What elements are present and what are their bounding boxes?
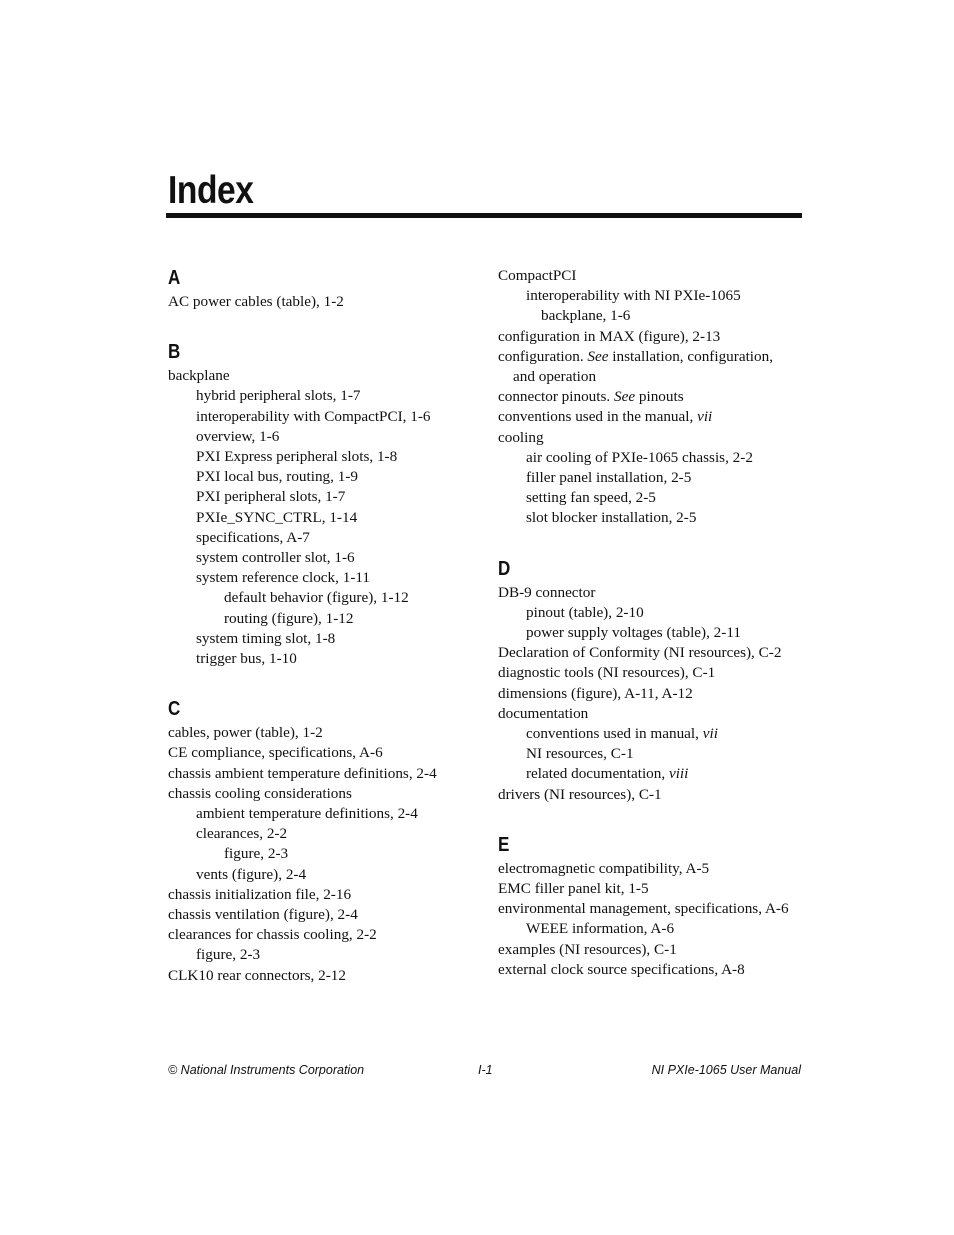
index-entry	[168, 568, 478, 588]
index-entry	[168, 366, 478, 386]
index-entry	[168, 945, 478, 965]
section-gap	[498, 805, 818, 833]
index-entry-text: viii	[668, 765, 689, 783]
index-entry	[168, 609, 478, 629]
index-entry-text: specifications, A-7	[196, 528, 310, 546]
index-entry-text: pinout (table), 2-10	[526, 603, 644, 621]
index-entry	[168, 407, 478, 427]
index-entry-text: PXIe_SYNC_CTRL, 1-14	[196, 508, 358, 526]
title-rule	[166, 213, 802, 218]
index-entry-text: chassis ambient temperature definitions, 2-4	[168, 764, 437, 782]
index-entry-text: chassis cooling considerations	[168, 784, 352, 802]
index-entry-text: See	[587, 347, 609, 365]
index-entry	[168, 743, 478, 763]
index-entry-text: conventions used in manual,	[526, 725, 703, 743]
index-entry	[498, 306, 818, 326]
index-entry-text: connector pinouts.	[498, 388, 614, 406]
index-entry	[498, 785, 818, 805]
index-entry	[168, 467, 478, 487]
index-entry	[498, 508, 818, 528]
index-entry-text: chassis initialization file, 2-16	[168, 885, 352, 903]
index-entry-text: See	[614, 388, 636, 406]
index-entry-text: AC power cables (table), 1-2	[168, 293, 344, 310]
index-entry-text: clearances for chassis cooling, 2-2	[168, 926, 377, 944]
index-entry-text: related documentation,	[526, 765, 669, 783]
index-entry-text: configuration in MAX (figure), 2-13	[498, 327, 721, 345]
index-entry-text: DB-9 connector	[498, 583, 596, 601]
section-letter: A	[168, 267, 181, 289]
index-entry-text: PXI Express peripheral slots, 1-8	[196, 448, 398, 466]
index-entry	[168, 804, 478, 824]
index-entry-text: NI resources, C-1	[526, 745, 634, 763]
index-entry	[168, 784, 478, 804]
index-entry-text: CompactPCI	[498, 267, 577, 284]
index-entry	[498, 940, 818, 960]
index-entry-text: interoperability with NI PXIe-1065	[526, 287, 741, 305]
index-entry-text: system timing slot, 1-8	[196, 629, 336, 647]
index-entry-text: trigger bus, 1-10	[196, 650, 297, 668]
index-entry	[498, 663, 818, 683]
index-entry-text: EMC filler panel kit, 1-5	[498, 880, 649, 898]
index-entry	[168, 905, 478, 925]
index-entry-text: system reference clock, 1-11	[196, 569, 371, 587]
index-entry	[498, 468, 818, 488]
section-letter: C	[168, 698, 181, 721]
index-entry	[498, 367, 818, 387]
index-entry	[168, 292, 478, 312]
index-entry-text: dimensions (figure), A-11, A-12	[498, 684, 693, 702]
section-gap	[168, 312, 478, 340]
index-entry	[498, 387, 818, 407]
section-letter: E	[498, 833, 510, 856]
index-column-right	[498, 266, 818, 980]
index-entry	[168, 649, 478, 669]
index-entry	[498, 347, 818, 367]
index-entry-text: installation, configuration,	[608, 347, 773, 365]
index-entry	[168, 865, 478, 885]
index-entry	[498, 266, 818, 286]
index-entry	[168, 588, 478, 608]
section-gap	[168, 669, 478, 697]
section-gap	[498, 529, 818, 557]
index-entry	[498, 899, 818, 919]
index-entry	[498, 744, 818, 764]
index-entry	[498, 859, 818, 879]
index-entry-text: power supply voltages (table), 2-11	[526, 624, 741, 642]
index-entry	[168, 723, 478, 743]
index-entry-text: Declaration of Conformity (NI resources), C-2	[498, 644, 782, 662]
index-entry	[168, 925, 478, 945]
index-entry-text: electromagnetic compatibility, A-5	[498, 859, 710, 877]
section-letter: D	[498, 557, 511, 580]
index-entry	[498, 879, 818, 899]
index-entry-text: default behavior (figure), 1-12	[224, 589, 409, 607]
index-entry-text: WEEE information, A-6	[526, 920, 675, 938]
index-entry-text: filler panel installation, 2-5	[526, 469, 692, 487]
index-entry	[498, 919, 818, 939]
index-entry-text: CLK10 rear connectors, 2-12	[168, 966, 346, 984]
index-entry-text: backplane	[168, 367, 230, 385]
index-entry	[168, 844, 478, 864]
index-entry	[498, 407, 818, 427]
index-entry-text: routing (figure), 1-12	[224, 609, 354, 627]
index-entry	[168, 427, 478, 447]
index-entry-text: vii	[697, 408, 713, 426]
footer-page-number: I-1	[478, 1063, 493, 1077]
index-entry-text: slot blocker installation, 2-5	[526, 509, 697, 527]
index-entry	[498, 583, 818, 603]
index-entry-text: documentation	[498, 704, 589, 722]
footer-copyright: © National Instruments Corporation	[168, 1063, 365, 1077]
index-entry	[498, 643, 818, 663]
index-entry-text: conventions used in the manual,	[498, 408, 698, 426]
index-entry	[168, 885, 478, 905]
index-entry-text: interoperability with CompactPCI, 1-6	[196, 407, 431, 425]
index-entry-text: environmental management, specifications, A-6	[498, 900, 789, 918]
index-entry	[498, 428, 818, 448]
index-entry-text: and operation	[513, 368, 597, 386]
index-entry-text: vents (figure), 2-4	[196, 865, 307, 883]
index-entry-text: CE compliance, specifications, A-6	[168, 744, 383, 762]
index-entry-text: backplane, 1-6	[541, 307, 631, 325]
index-entry-text: ambient temperature definitions, 2-4	[196, 805, 418, 823]
index-entry	[168, 508, 478, 528]
index-entry	[498, 764, 818, 784]
index-entry-text: configuration.	[498, 347, 588, 365]
index-entry-text: PXI peripheral slots, 1-7	[196, 488, 346, 506]
index-entry	[168, 548, 478, 568]
index-entry-text: diagnostic tools (NI resources), C-1	[498, 664, 716, 682]
index-entry	[498, 704, 818, 724]
index-entry-text: figure, 2-3	[224, 845, 289, 863]
footer-manual-title: NI PXIe-1065 User Manual	[651, 1063, 801, 1077]
index-entry	[168, 764, 478, 784]
index-entry-text: hybrid peripheral slots, 1-7	[196, 387, 361, 405]
index-entry	[498, 724, 818, 744]
index-entry	[168, 528, 478, 548]
index-entry	[168, 629, 478, 649]
section-letter: B	[168, 341, 181, 364]
index-entry	[168, 966, 478, 986]
index-entry	[168, 487, 478, 507]
index-entry	[498, 448, 818, 468]
index-entry-text: vii	[702, 725, 718, 743]
index-entry	[168, 447, 478, 467]
index-entry-text: drivers (NI resources), C-1	[498, 785, 662, 803]
index-entry-text: external clock source specifications, A-8	[498, 960, 745, 978]
index-entry	[498, 960, 818, 980]
page-title: Index	[168, 169, 254, 212]
index-entry	[498, 327, 818, 347]
index-entry	[168, 824, 478, 844]
index-entry-text: pinouts	[635, 388, 684, 406]
index-entry-text: setting fan speed, 2-5	[526, 489, 656, 507]
index-entry	[498, 603, 818, 623]
index-column-left	[168, 266, 478, 986]
index-entry-text: examples (NI resources), C-1	[498, 940, 677, 958]
index-entry-text: cooling	[498, 428, 544, 446]
index-entry-text: clearances, 2-2	[196, 825, 288, 843]
index-entry	[498, 684, 818, 704]
index-entry	[498, 286, 818, 306]
index-entry	[168, 386, 478, 406]
index-entry	[498, 488, 818, 508]
index-entry-text: overview, 1-6	[196, 427, 280, 445]
index-entry-text: system controller slot, 1-6	[196, 549, 355, 567]
index-entry-text: cables, power (table), 1-2	[168, 724, 323, 742]
index-entry-text: chassis ventilation (figure), 2-4	[168, 906, 358, 924]
index-entry	[498, 623, 818, 643]
index-entry-text: air cooling of PXIe-1065 chassis, 2-2	[526, 448, 753, 466]
index-entry-text: PXI local bus, routing, 1-9	[196, 468, 358, 486]
index-entry-text: figure, 2-3	[196, 946, 261, 964]
